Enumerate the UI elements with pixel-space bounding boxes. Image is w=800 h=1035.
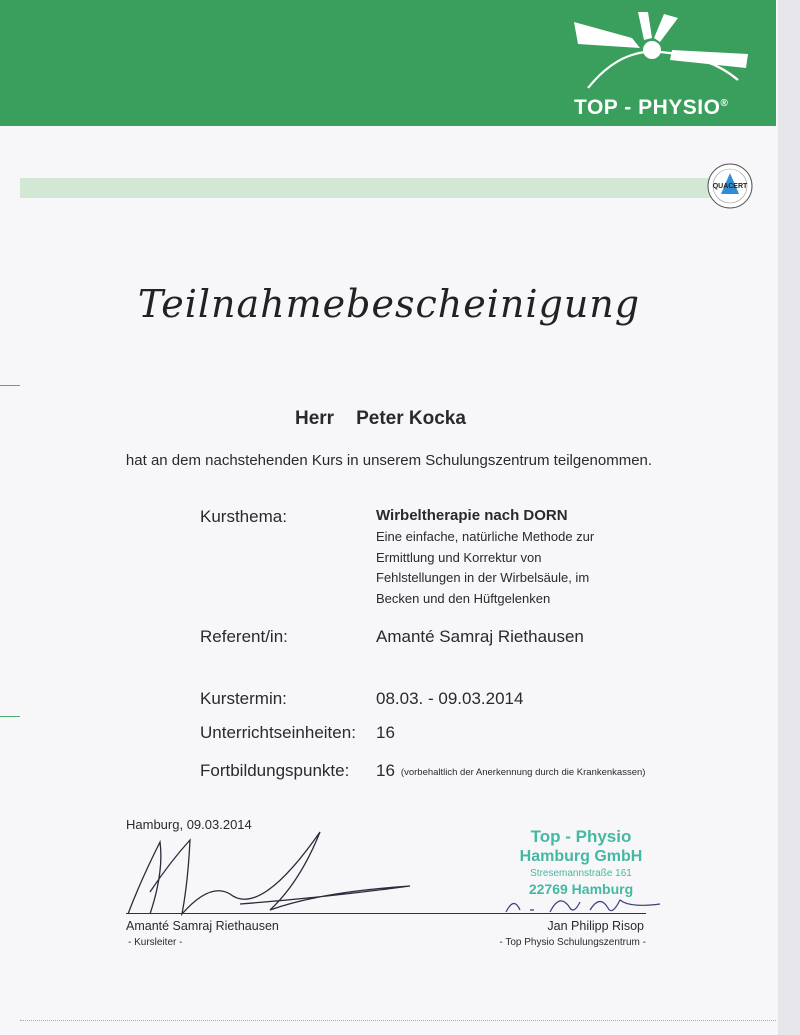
recipient-line	[295, 408, 466, 430]
referent-value: Amanté Samraj Riethausen	[376, 627, 584, 646]
left-signature-icon	[120, 822, 430, 922]
sun-logo-icon	[560, 8, 760, 92]
recipient-name: Peter Kocka	[356, 408, 466, 429]
topic-description	[376, 527, 636, 609]
points-value-line	[376, 761, 645, 781]
stamp-line: Top - Physio	[530, 827, 632, 846]
left-signer-name: Amanté Samraj Riethausen	[126, 919, 279, 933]
date-label: Kurstermin:	[200, 689, 287, 708]
units-value: 16	[376, 723, 395, 742]
points-note: (vorbehaltlich der Anerkennung durch die Krankenkassen)	[400, 767, 646, 778]
bottom-divider	[20, 1020, 776, 1021]
intro-text: hat an dem nachstehenden Kurs in unserem Schulungszentrum teilgenommen.	[125, 452, 653, 469]
left-signer-role: - Kursleiter -	[128, 937, 183, 948]
stamp-line: 22769 Hamburg	[528, 881, 634, 897]
date-value: 08.03. - 09.03.2014	[376, 689, 524, 708]
right-signature-icon	[500, 888, 670, 920]
recipient-salutation: Herr	[295, 408, 335, 429]
topic-value: Wirbeltherapie nach DORN	[376, 507, 568, 524]
header-stripe	[20, 178, 742, 198]
page-edge	[778, 0, 800, 1035]
units-label: Unterrichtseinheiten:	[200, 723, 356, 742]
referent-label: Referent/in:	[200, 627, 288, 646]
stamp-line: Hamburg GmbH	[519, 848, 643, 865]
quacert-seal-icon	[706, 162, 754, 210]
certificate-title: Teilnahmebescheinigung	[137, 282, 641, 326]
svg-text:QUACERT: QUACERT	[712, 183, 748, 190]
fold-mark	[0, 716, 20, 717]
points-label: Fortbildungspunkte:	[200, 761, 350, 780]
topic-description-line: Eine einfache, natürliche Methode zur	[376, 529, 595, 544]
topic-description-line: Fehlstellungen in der Wirbelsäule, im	[376, 570, 590, 585]
topic-label: Kursthema:	[200, 507, 287, 526]
topic-description-line: Becken und den Hüftgelenken	[376, 590, 551, 606]
points-value: 16	[376, 761, 395, 780]
fold-mark	[0, 385, 20, 386]
company-stamp	[496, 826, 666, 897]
signature-line	[126, 913, 646, 914]
brand-name: TOP - PHYSIO®	[574, 96, 729, 119]
header-band	[0, 0, 776, 126]
place-date: Hamburg, 09.03.2014	[126, 817, 252, 832]
topic-description-line: Ermittlung und Korrektur von	[376, 549, 542, 565]
right-signer-role: - Top Physio Schulungszentrum -	[499, 937, 646, 948]
stamp-line: Stresemannstraße 161	[530, 868, 632, 879]
right-signer-name: Jan Philipp Risop	[547, 919, 644, 933]
